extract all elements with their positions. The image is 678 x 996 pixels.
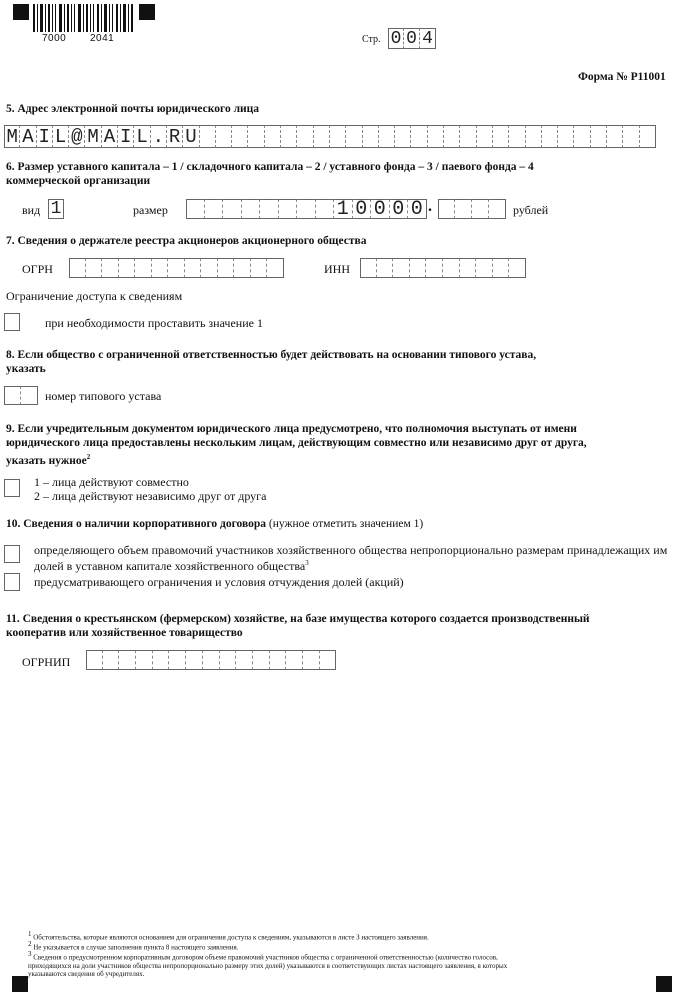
- capital-digit-cell: [316, 199, 335, 219]
- inn-digit-cell: [410, 258, 427, 278]
- corporate-agreement-option-1-line1: определяющего объем правомочий участников хозяйственного общества непропорционально размерам принадлежащих им: [34, 543, 668, 557]
- capital-digit-cell: 0: [408, 199, 427, 219]
- decimal-dot: .: [428, 198, 432, 215]
- email-char-cell: [477, 125, 493, 148]
- email-char-cell: [591, 125, 607, 148]
- page-number-cells: [388, 28, 436, 49]
- ogrnip-digit-cell: [119, 650, 136, 670]
- ogrnip-field[interactable]: [86, 650, 336, 670]
- capital-digit-cell: 0: [371, 199, 390, 219]
- page-digit-cell: 4: [420, 28, 436, 49]
- email-char-cell: [395, 125, 411, 148]
- ogrn-digit-cell: [135, 258, 152, 278]
- capital-digit-cell: 0: [353, 199, 372, 219]
- ogrn-digit-cell: [267, 258, 284, 278]
- page-label: Стр.: [362, 34, 381, 45]
- charter-digit-cell: [21, 386, 38, 405]
- inn-digit-cell: [493, 258, 510, 278]
- ogrn-digit-cell: [251, 258, 268, 278]
- inn-label: ИНН: [324, 262, 350, 276]
- section-6-title-line2: коммерческой организации: [6, 175, 151, 187]
- inn-digit-cell: [360, 258, 377, 278]
- ogrn-label: ОГРН: [22, 262, 53, 276]
- ogrn-digit-cell: [152, 258, 169, 278]
- ogrnip-digit-cell: [153, 650, 170, 670]
- capital-digit-cell: [223, 199, 242, 219]
- capital-kopeck-cell: [438, 199, 455, 219]
- ogrn-digit-cell: [168, 258, 185, 278]
- page-digit-cell: 0: [404, 28, 420, 49]
- section-5-title: 5. Адрес электронной почты юридического лица: [6, 103, 260, 115]
- ogrn-digit-cell: [69, 258, 86, 278]
- restrict-checkbox[interactable]: [4, 313, 20, 331]
- capital-digit-cell: [205, 199, 224, 219]
- email-char-cell: [379, 125, 395, 148]
- email-char-cell: @: [69, 125, 85, 148]
- section-8-title-line1: 8. Если общество с ограниченной ответственностью будет действовать на основании типового устава,: [6, 349, 537, 361]
- vid-label: вид: [22, 203, 41, 217]
- email-char-cell: [623, 125, 639, 148]
- ogrnip-digit-cell: [136, 650, 153, 670]
- section-9-title-line3: указать нужное$^2$: [6, 453, 91, 467]
- email-char-cell: .: [151, 125, 167, 148]
- ogrnip-digit-cell: [320, 650, 337, 670]
- email-char-cell: R: [167, 125, 183, 148]
- ogrn-digit-cell: [234, 258, 251, 278]
- capital-digit-cell: [279, 199, 298, 219]
- corporate-agreement-checkbox-1[interactable]: [4, 545, 20, 563]
- email-char-cell: I: [37, 125, 53, 148]
- inn-digit-cell: [460, 258, 477, 278]
- barcode-number-right: 2041: [90, 33, 115, 44]
- ogrn-digit-cell: [201, 258, 218, 278]
- inn-digit-cell: [426, 258, 443, 278]
- email-char-cell: [574, 125, 590, 148]
- typical-charter-number-field[interactable]: [4, 386, 38, 405]
- email-char-cell: [542, 125, 558, 148]
- section-9-title-line1: 9. Если учредительным документом юридического лица предусмотрено, что полномочия выступать от имени: [6, 423, 577, 435]
- ogrnip-digit-cell: [169, 650, 186, 670]
- capital-digit-cell: [297, 199, 316, 219]
- email-char-cell: [640, 125, 656, 148]
- email-char-cell: [346, 125, 362, 148]
- size-label: размер: [133, 203, 168, 217]
- capital-digit-cell: [260, 199, 279, 219]
- capital-kopeck-cell: [489, 199, 506, 219]
- email-char-cell: [493, 125, 509, 148]
- authority-option-2: 2 – лица действуют независимо друг от друга: [34, 489, 267, 503]
- ogrn-field[interactable]: [69, 258, 284, 278]
- corner-marker-bottom-left: [12, 976, 28, 992]
- corporate-agreement-option-2: предусматривающего ограничения и условия отчуждения долей (акций): [34, 575, 404, 589]
- email-char-cell: [526, 125, 542, 148]
- capital-digit-cell: 0: [390, 199, 409, 219]
- corner-marker-top-left: [13, 4, 29, 20]
- inn-digit-cell: [509, 258, 526, 278]
- restrict-note: при необходимости проставить значение 1: [45, 316, 263, 330]
- email-char-cell: [460, 125, 476, 148]
- ogrnip-digit-cell: [103, 650, 120, 670]
- footnote-1: $^1$ Обстоятельства, которые являются основанием для ограничения доступа к сведениям, указываются в листе З настоящего заявления.: [28, 930, 429, 942]
- email-char-cell: [216, 125, 232, 148]
- inn-digit-cell: [377, 258, 394, 278]
- capital-size-field[interactable]: [186, 199, 427, 219]
- email-char-cell: [232, 125, 248, 148]
- section-9-title-line2: юридического лица предоставлены нескольким лицам, действующим совместно или независимо друг от друга,: [6, 437, 587, 449]
- footnote-3: $^3$ Сведения о предусмотренном корпоративным договором объеме правомочий участников общества с ограниченной ответственностью (количество голосов, приходящихся на доли участников общества непропорционально размеру этих долей) указываются в соответствующих листах настоящего заявления, в которых указываются сведения об учредителях.: [28, 950, 508, 979]
- form-title: Форма № Р11001: [578, 71, 666, 83]
- email-char-cell: L: [134, 125, 150, 148]
- section-10-title: 10. Сведения о наличии корпоративного договора (нужное отметить значением 1): [6, 518, 424, 530]
- capital-kopeck-field[interactable]: [438, 199, 506, 219]
- email-char-cell: [444, 125, 460, 148]
- inn-field[interactable]: [360, 258, 526, 278]
- section-11-title-line1: 11. Сведения о крестьянском (фермерском) хозяйстве, на базе имущества которого создается производственный: [6, 613, 590, 625]
- email-char-cell: [330, 125, 346, 148]
- ogrnip-label: ОГРНИП: [22, 655, 71, 669]
- ogrnip-digit-cell: [186, 650, 203, 670]
- corporate-agreement-option-1-line2: долей в уставном капитале хозяйственного общества$^3$: [34, 559, 309, 573]
- authority-option-checkbox[interactable]: [4, 479, 20, 497]
- email-char-cell: [558, 125, 574, 148]
- email-char-cell: M: [4, 125, 20, 148]
- ogrnip-digit-cell: [236, 650, 253, 670]
- email-char-cell: [200, 125, 216, 148]
- barcode-number-left: 7000: [42, 33, 67, 44]
- ogrn-digit-cell: [185, 258, 202, 278]
- vid-field[interactable]: [48, 199, 64, 219]
- email-char-cell: L: [53, 125, 69, 148]
- ogrnip-digit-cell: [270, 650, 287, 670]
- email-char-cell: [411, 125, 427, 148]
- ogrn-digit-cell: [102, 258, 119, 278]
- section-7-title: 7. Сведения о держателе реестра акционеров акционерного общества: [6, 235, 367, 247]
- email-char-cell: [314, 125, 330, 148]
- email-char-cell: [281, 125, 297, 148]
- typical-charter-label: номер типового устава: [45, 389, 162, 403]
- email-char-cell: [428, 125, 444, 148]
- corner-marker-bottom-right: [656, 976, 672, 992]
- email-char-cell: A: [102, 125, 118, 148]
- ogrn-digit-cell: [119, 258, 136, 278]
- section-8-title-line2: указать: [6, 363, 46, 375]
- section-6-title-line1: 6. Размер уставного капитала – 1 / складочного капитала – 2 / уставного фонда – 3 / паевого фонда – 4: [6, 161, 534, 173]
- corporate-agreement-checkbox-2[interactable]: [4, 573, 20, 591]
- footnote-2: $^2$ Не указывается в случае заполнения пункта 8 настоящего заявления.: [28, 940, 239, 952]
- capital-digit-cell: 1: [334, 199, 353, 219]
- inn-digit-cell: [393, 258, 410, 278]
- restrict-label: Ограничение доступа к сведениям: [6, 289, 183, 303]
- email-char-cell: [509, 125, 525, 148]
- authority-option-1: 1 – лица действуют совместно: [34, 475, 189, 489]
- email-char-cell: U: [183, 125, 199, 148]
- email-char-cell: A: [20, 125, 36, 148]
- email-char-cell: M: [85, 125, 101, 148]
- capital-digit-cell: [186, 199, 205, 219]
- inn-digit-cell: [443, 258, 460, 278]
- email-char-cell: [248, 125, 264, 148]
- page-digit-cell: 0: [388, 28, 404, 49]
- section-11-title-line2: кооператив или хозяйственное товарищество: [6, 627, 243, 639]
- capital-kopeck-cell: [472, 199, 489, 219]
- capital-kopeck-cell: [455, 199, 472, 219]
- ogrnip-digit-cell: [286, 650, 303, 670]
- charter-digit-cell: [4, 386, 21, 405]
- ogrn-digit-cell: [86, 258, 103, 278]
- ogrnip-digit-cell: [253, 650, 270, 670]
- rubles-label: рублей: [513, 203, 549, 217]
- email-char-cell: I: [118, 125, 134, 148]
- ogrnip-digit-cell: [86, 650, 103, 670]
- email-field[interactable]: [4, 125, 656, 148]
- email-char-cell: [265, 125, 281, 148]
- ogrnip-digit-cell: [203, 650, 220, 670]
- corner-marker-top-right: [139, 4, 155, 20]
- email-char-cell: [297, 125, 313, 148]
- ogrnip-digit-cell: [303, 650, 320, 670]
- inn-digit-cell: [476, 258, 493, 278]
- vid-cell: 1: [48, 199, 64, 219]
- ogrnip-digit-cell: [220, 650, 237, 670]
- ogrn-digit-cell: [218, 258, 235, 278]
- email-char-cell: [363, 125, 379, 148]
- email-char-cell: [607, 125, 623, 148]
- capital-digit-cell: [242, 199, 261, 219]
